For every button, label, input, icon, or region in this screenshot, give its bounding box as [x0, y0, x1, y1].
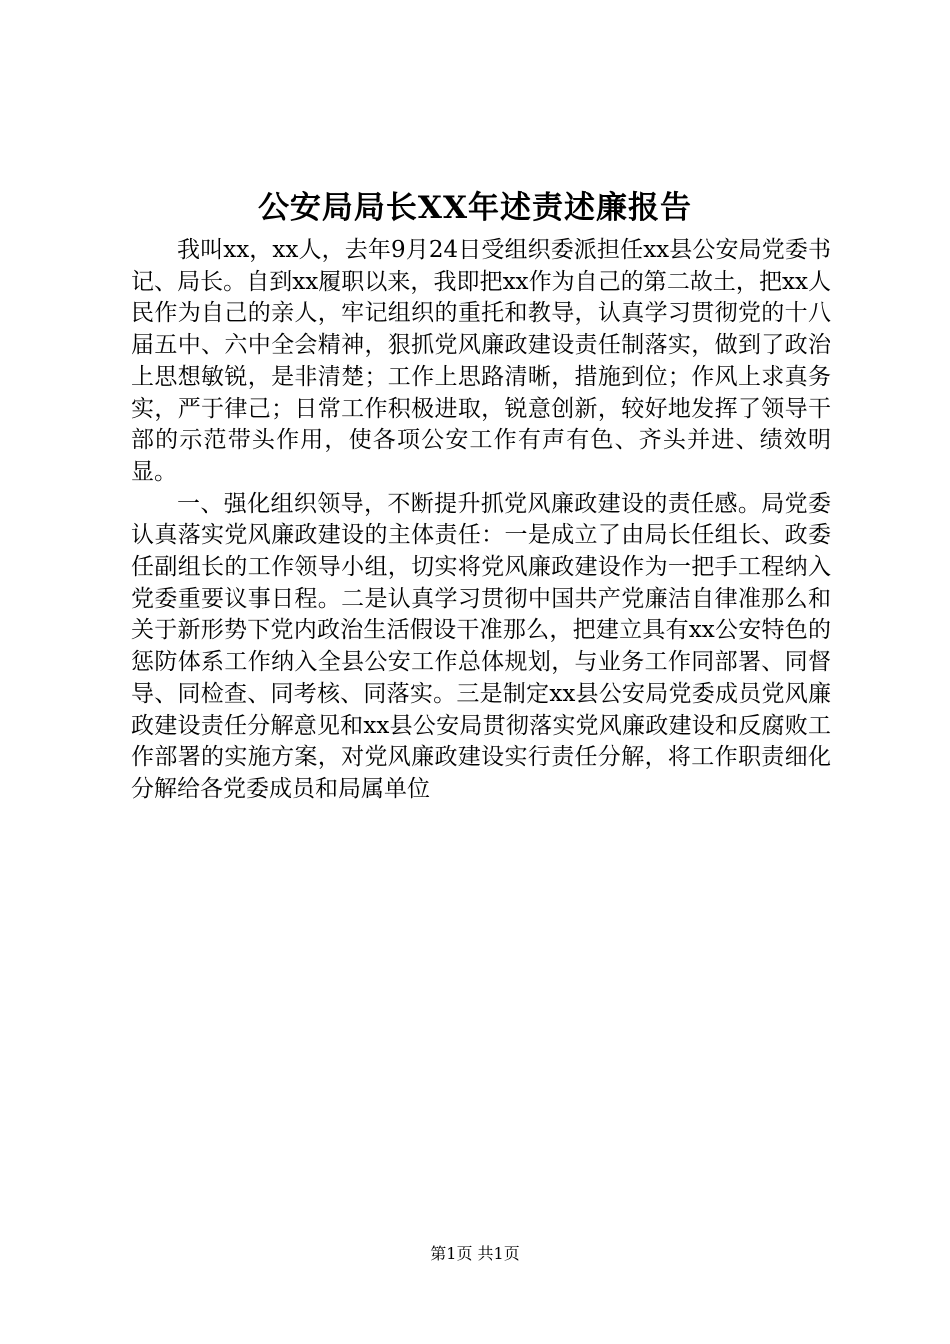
paragraph-section-one: 一、强化组织领导，不断提升抓党风廉政建设的责任感。局党委认真落实党风廉政建设的主体责任：一是成立了由局长任组长、政委任副组长的工作领导小组，切实将党风廉政建设作为一把手工程纳入党委重要议事日程。二是认真学习贯彻中国共产党廉洁自律准那么和关于新形势下党内政治生活假设干准那么，把建立具有xx公安特色的惩防体系工作纳入全县公安工作总体规划，与业务工作同部署、同督导、同检查、同考核、同落实。三是制定xx县公安局党委成员党风廉政建设责任分解意见和xx县公安局贯彻落实党风廉政建设和反腐败工作部署的实施方案，对党风廉政建设实行责任分解，将工作职责细化分解给各党委成员和局属单位: [131, 490, 831, 802]
page-footer: 第1页 共1页: [430, 1244, 520, 1263]
document-body: [131, 235, 831, 806]
paragraph-intro: 我叫xx，xx人，去年9月24日受组织委派担任xx县公安局党委书记、局长。自到xx履职以来，我即把xx作为自己的第二故土，把xx人民作为自己的亲人，牢记组织的重托和教导，认真学习贯彻党的十八届五中、六中全会精神，狠抓党风廉政建设责任制落实，做到了政治上思想敏锐，是非清楚；工作上思路清晰，措施到位；作风上求真务实，严于律己；日常工作积极进取，锐意创新，较好地发挥了领导干部的示范带头作用，使各项公安工作有声有色、齐头并进、绩效明显。: [131, 237, 831, 485]
document-title: 公安局局长XX年述责述廉报告: [257, 190, 693, 226]
